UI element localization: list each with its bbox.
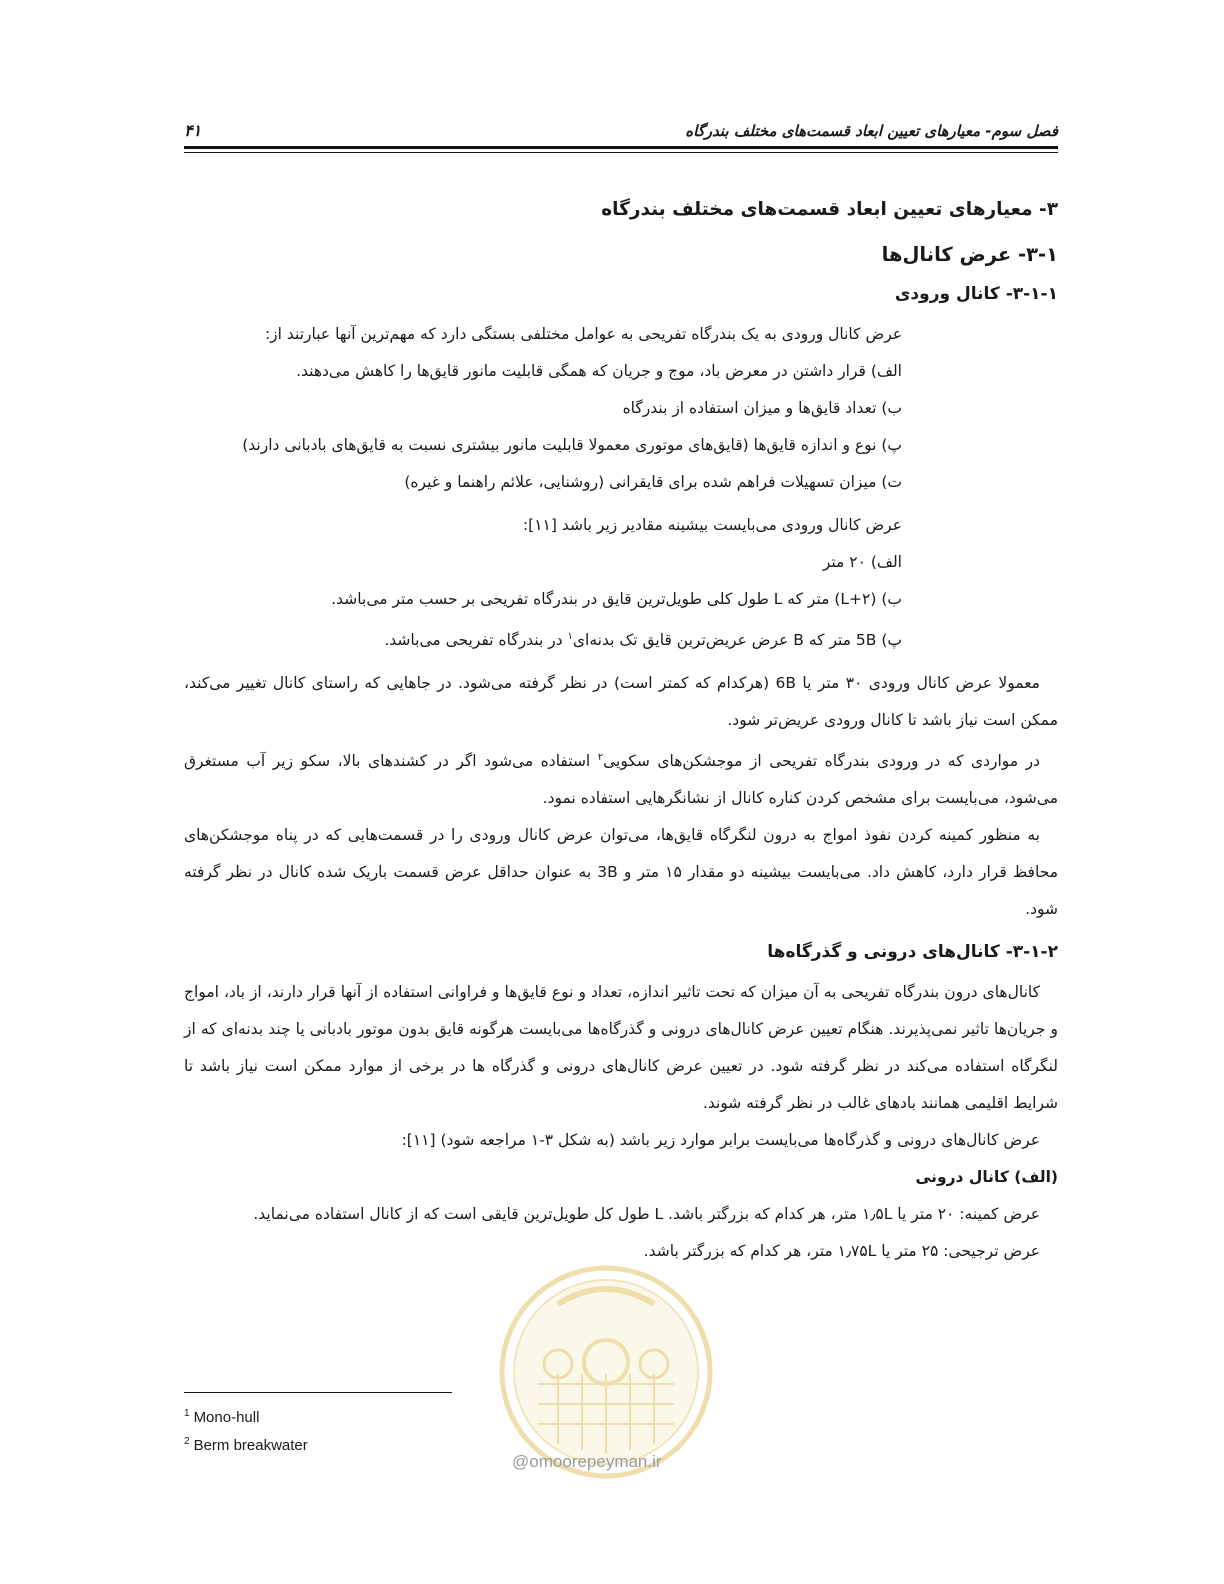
paragraph-inner-width-intro: عرض کانال‌های درونی و گذرگاه‌ها می‌بایست برابر موارد زیر باشد (به شکل ۳-۱ مراجعه شود) [۱۱]: [401, 1131, 1040, 1150]
header-rule-thick [184, 146, 1058, 149]
paragraph-reduce-waves: به منظور کمینه کردن نفوذ امواج به درون لنگرگاه قایق‌ها، می‌توان عرض کانال ورودی را در قسمت‌هایی که در پناه موجشکن‌های محافظ قرار دارد، کاهش داد. می‌بایست بیشینه دو مقدار ۱۵ متر و 3B به عنوان حداقل عرض قسمت باریک شده کانال در نظر گرفته شود. [184, 826, 1058, 919]
heading-3-1: ۳-۱- عرض کانال‌ها [881, 243, 1058, 266]
heading-chapter-3: ۳- معیارهای تعیین ابعاد قسمت‌های مختلف بندرگاه [601, 199, 1058, 220]
entrance-factors-intro: عرض کانال ورودی به یک بندرگاه تفریحی به عوامل مختلفی بستگی دارد که مهم‌ترین آنها عبارتند از: [264, 325, 902, 343]
width-item-p-text: پ) 5B متر که B عرض عریض‌ترین قایق تک بدنه‌ای [572, 631, 902, 650]
subheading-inner-channel: (الف) کانال درونی [915, 1168, 1058, 1187]
footnote-2: $^2$ Berm breakwater [184, 1436, 308, 1454]
paragraph-berm-text: در مواردی که در ورودی بندرگاه تفریحی از موجشکن‌های سکویی [603, 752, 1040, 771]
header-rule-thin [184, 152, 1058, 153]
heading-3-1-1: ۳-۱-۱- کانال ورودی [894, 284, 1058, 304]
heading-3-1-2: ۳-۱-۲- کانال‌های درونی و گذرگاه‌ها [767, 942, 1058, 963]
width-item-a: الف) ۲۰ متر [822, 553, 902, 571]
paragraph-inner-channels: کانال‌های درون بندرگاه تفریحی به آن میزان که تحت تاثیر اندازه، تعداد و نوع قایق‌ها و فراوانی استفاده از آنها قرار دارند، از باد، امواج و جریان‌ها تاثیر نمی‌پذیرند. هنگام تعیین عرض کانال‌های درونی و گذرگاه‌ها می‌بایست هرگونه قایق بدون موتور بادبانی یا چند بدنه‌ای که از لنگرگاه استفاده می‌کند در نظر گرفته شود. در تعیین عرض کانال‌های درونی و گذرگاه ها در برخی از موارد ممکن است نیاز باشد تا شرایط اقلیمی همانند بادهای غالب در نظر گرفته شوند. [184, 983, 1058, 1113]
paragraph-berm-breakwater [184, 739, 1058, 817]
footnote-ref-2[interactable]: ۲ [597, 752, 604, 764]
paragraph-typical-width: معمولا عرض کانال ورودی ۳۰ متر یا 6B (هرکدام که کمتر است) در نظر گرفته می‌شود. در جاهایی که راستای کانال تغییر می‌کند، ممکن است نیاز باشد تا کانال ورودی عریض‌تر شود. [184, 674, 1058, 730]
factor-item-a: الف) قرار داشتن در معرض باد، موج و جریان که همگی قابلیت مانور قایق‌ها را کاهش می‌دهند. [296, 362, 902, 380]
footnote-separator [184, 1392, 452, 1393]
width-item-p [184, 618, 1058, 659]
factor-item-t: ت) میزان تسهیلات فراهم شده برای قایقرانی (روشنایی، علائم راهنما و غیره) [404, 473, 902, 491]
page-body [184, 196, 1058, 1270]
width-intro: عرض کانال ورودی می‌بایست بیشینه مقادیر زیر باشد [۱۱]: [522, 516, 902, 534]
width-item-p-text-end: در بندرگاه تفریحی می‌باشد. [384, 631, 568, 650]
watermark-logo [498, 1264, 714, 1480]
factor-item-p: پ) نوع و اندازه قایق‌ها (قایق‌های موتوری معمولا قابلیت مانور بیشتری نسبت به قایق‌های بادبانی دارند) [242, 436, 902, 454]
paragraph-berm-text-end: استفاده می‌شود اگر در کشندهای بالا، سکو زیر آب مستغرق می‌شود، می‌بایست برای مشخص کردن کناره کانال از نشانگرهایی استفاده نمود. [184, 752, 1058, 808]
footnotes [184, 1402, 308, 1458]
watermark-url: @omoorepeyman.ir [512, 1452, 662, 1471]
running-header-title: فصل سوم- معیارهای تعیین ابعاد قسمت‌های مختلف بندرگاه [685, 122, 1058, 140]
preferred-width-item: عرض ترجیحی: ۲۵ متر یا ۱٫۷۵L متر، هر کدام که بزرگتر باشد. [643, 1242, 1040, 1261]
factor-item-b: ب) تعداد قایق‌ها و میزان استفاده از بندرگاه [622, 399, 902, 417]
footnote-1: $^1$ Mono-hull [184, 1408, 260, 1426]
at-icon: @ [512, 1452, 530, 1471]
page-number: ۴۱ [184, 121, 202, 140]
footnote-ref-1[interactable]: ۱ [567, 631, 573, 642]
minimum-width-item: عرض کمینه: ۲۰ متر یا ۱٫۵L متر، هر کدام که بزرگتر باشد. L طول کل طویل‌ترین قایقی است که از کانال استفاده می‌نماید. [253, 1205, 1040, 1224]
width-item-b: ب) (L+۲) متر که L طول کلی طویل‌ترین قایق در بندرگاه تفریحی بر حسب متر می‌باشد. [331, 590, 902, 608]
